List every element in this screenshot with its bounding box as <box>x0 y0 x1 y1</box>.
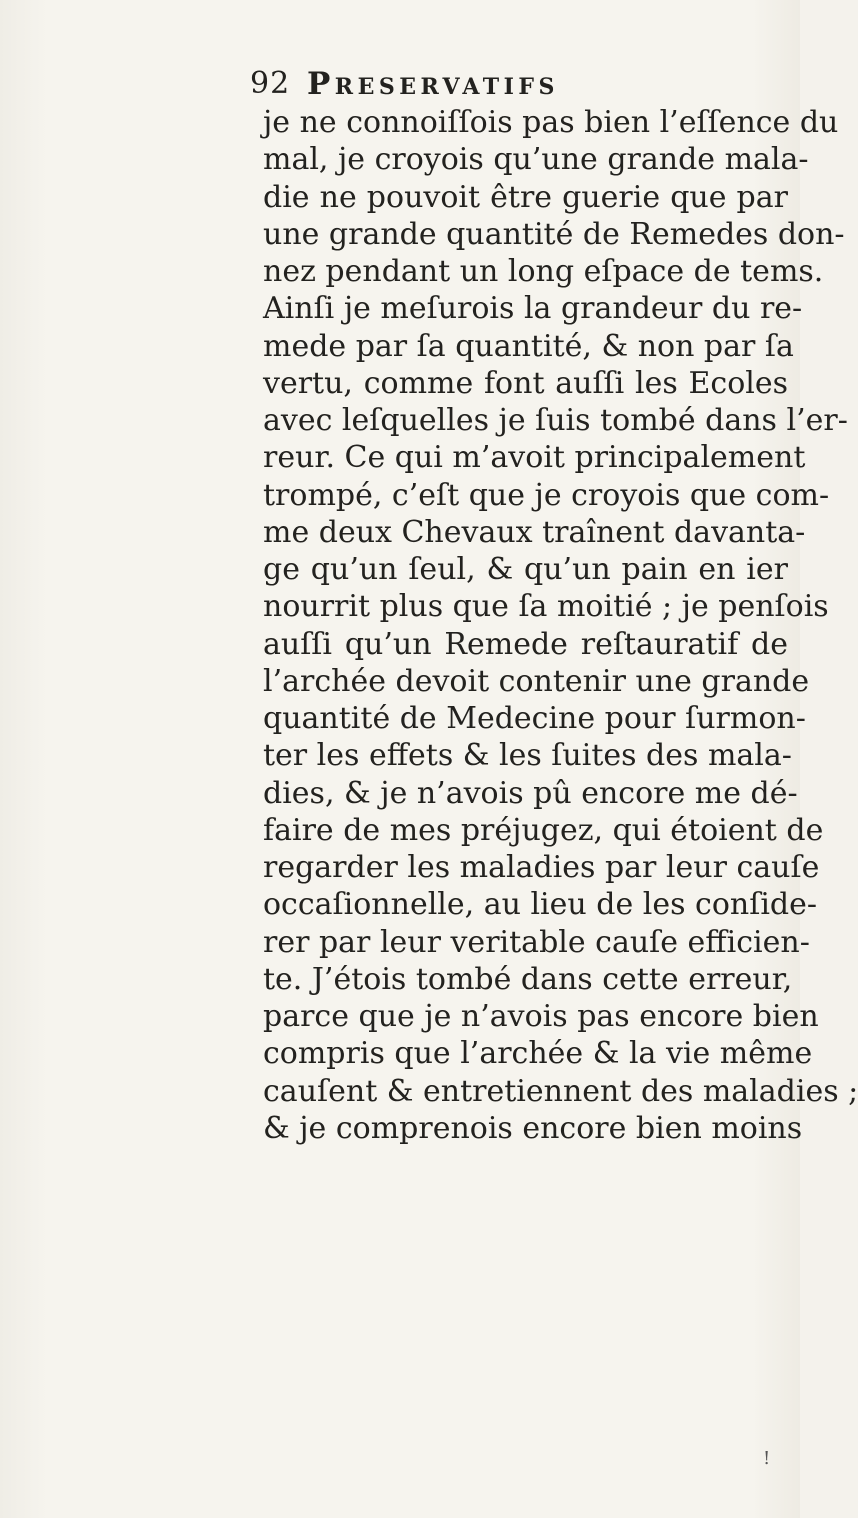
text-line: nourrit plus que ſa moitié ; je penſois <box>263 589 829 625</box>
text-line: reur. Ce qui m’avoit principalement <box>263 440 806 476</box>
page-header <box>250 64 790 104</box>
running-title: Preservatifs <box>307 66 559 102</box>
text-line: ter les effets & les ſuites des mala- <box>263 738 792 774</box>
text-line: auſſi qu’un Remede reſtauratif de <box>263 626 788 662</box>
text-line: occaſionnelle, au lieu de les conſide- <box>263 887 818 923</box>
bottom-mark: ! <box>763 1448 771 1469</box>
text-line: cauſent & entretiennent des maladies ; <box>263 1073 858 1109</box>
text-line: avec leſquelles je ſuis tombé dans l’er- <box>263 403 848 438</box>
text-line: trompé, c’eſt que je croyois que com- <box>263 477 830 513</box>
text-line: vertu, comme font auſſi les Ecoles <box>263 365 788 401</box>
text-line: je ne connoiſſois pas bien l’eſſence du <box>263 105 839 140</box>
text-line: die ne pouvoit être guerie que par <box>263 179 788 215</box>
text-line: compris que l’archée & la vie même <box>263 1036 813 1072</box>
text-line: me deux Chevaux traînent davanta- <box>263 514 806 550</box>
text-line: une grande quantité de Remedes don- <box>263 216 845 252</box>
text-line: nez pendant un long eſpace de tems. <box>263 254 824 289</box>
text-line: l’archée devoit contenir une grande <box>263 663 810 699</box>
text-line: mal, je croyois qu’une grande mala- <box>263 142 809 178</box>
text-line: te. J’étois tombé dans cette erreur, <box>263 961 793 997</box>
text-line: regarder les maladies par leur cauſe <box>263 850 820 885</box>
text-line: quantité de Medecine pour ſurmon- <box>263 701 806 736</box>
text-line: Ainſi je meſurois la grandeur du re- <box>263 291 803 327</box>
text-line: faire de mes préjugez, qui étoient de <box>263 812 824 848</box>
body-text <box>263 104 858 1147</box>
text-line: mede par ſa quantité, & non par ſa <box>263 328 794 364</box>
text-line: rer par leur veritable cauſe efficien- <box>263 924 810 960</box>
text-line: ge qu’un ſeul, & qu’un pain en ier <box>263 552 788 587</box>
text-line: & je comprenois encore bien moins <box>263 1110 803 1146</box>
page-number: 92 <box>250 66 291 101</box>
text-line: dies, & je n’avois pû encore me dé- <box>263 775 798 811</box>
text-line: parce que je n’avois pas encore bien <box>263 999 819 1034</box>
